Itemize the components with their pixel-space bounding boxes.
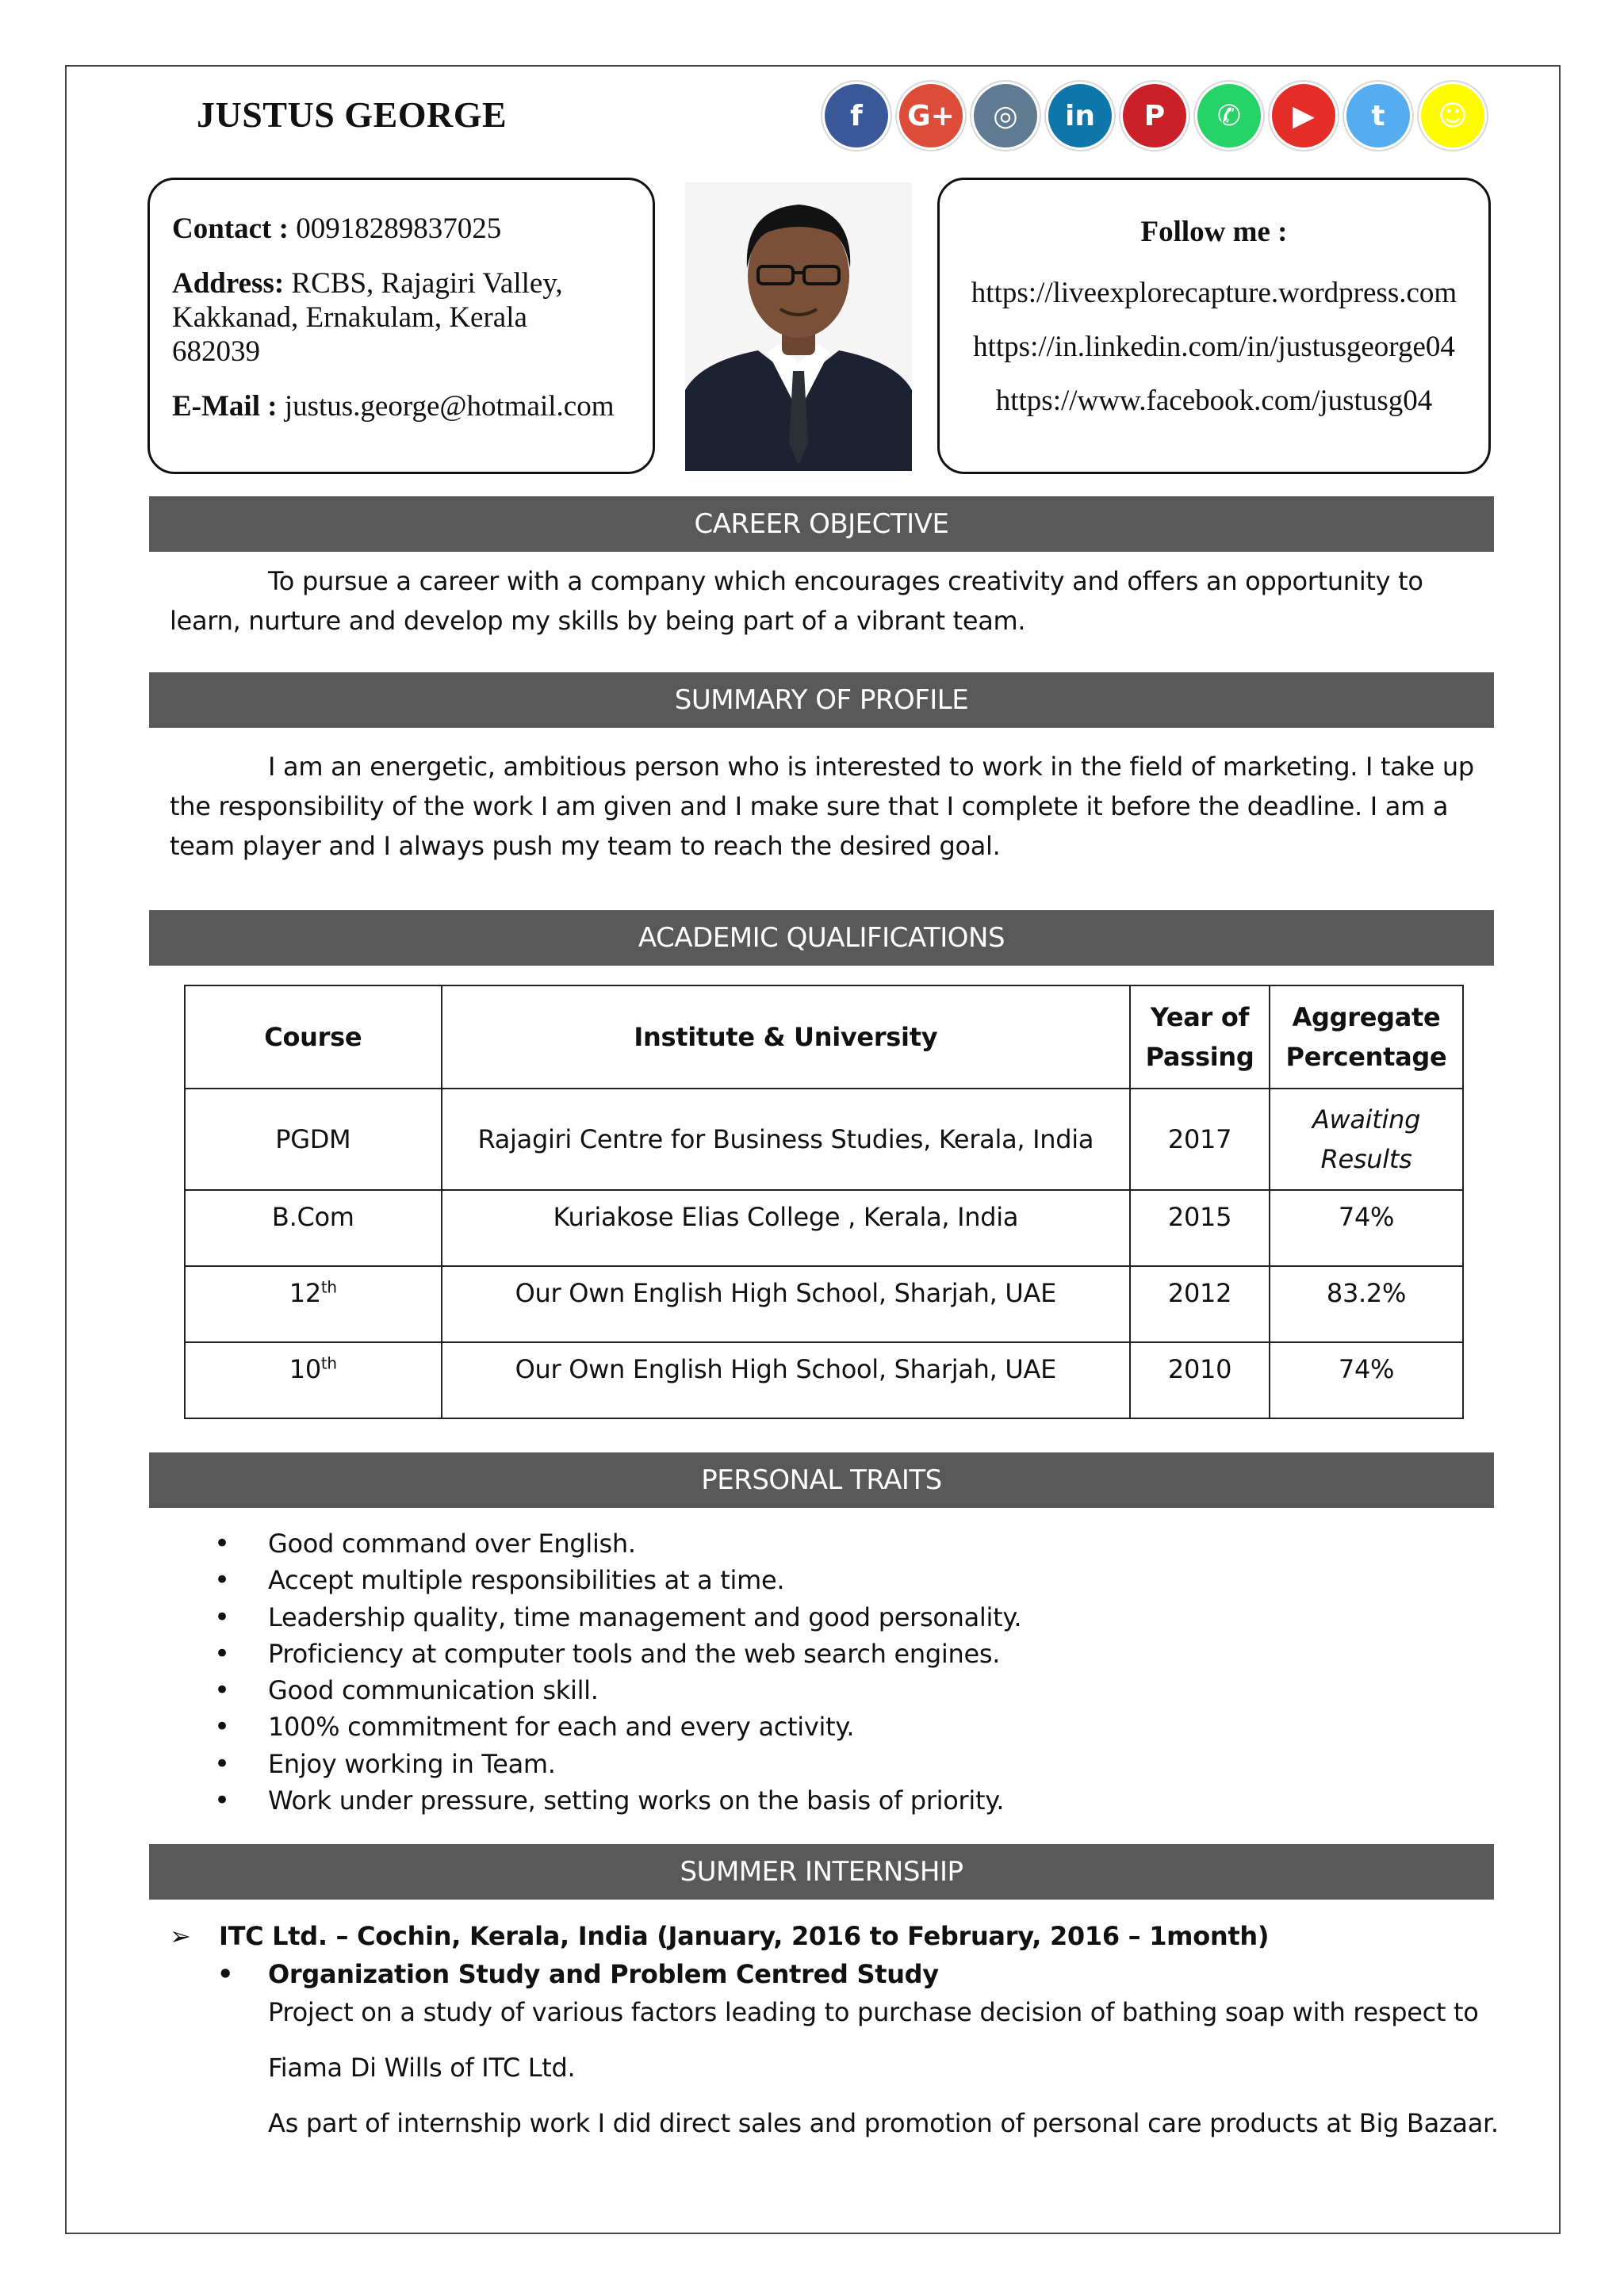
table-row xyxy=(185,1342,1463,1418)
google-plus-icon[interactable]: G+ xyxy=(899,84,963,147)
year-cell: 2010 xyxy=(1130,1342,1270,1418)
course-number: 10 xyxy=(289,1354,321,1384)
address-line-1: RCBS, Rajagiri Valley, xyxy=(291,267,563,300)
internship-heading: SUMMER INTERNSHIP xyxy=(149,1844,1494,1900)
header-aggregate xyxy=(1270,985,1463,1089)
course-cell xyxy=(185,1342,442,1418)
wordpress-link[interactable]: https://liveexplorecapture.wordpress.com xyxy=(971,277,1457,309)
social-icons-row xyxy=(825,84,1484,147)
twitter-icon[interactable]: t xyxy=(1346,84,1410,147)
aggregate-cell xyxy=(1270,1089,1463,1190)
year-cell: 2015 xyxy=(1130,1190,1270,1266)
list-item: • Work under pressure, setting works on the basis of priority. xyxy=(214,1782,1021,1819)
summary-text xyxy=(170,747,1486,866)
email-line xyxy=(172,389,630,423)
academic-table xyxy=(184,985,1464,1419)
institute-cell: Rajagiri Centre for Business Studies, Kerala, India xyxy=(442,1089,1131,1190)
course-cell: B.Com xyxy=(185,1190,442,1266)
internship-project-title: • Organization Study and Problem Centred Study xyxy=(170,1955,1502,1993)
follow-box xyxy=(937,178,1491,474)
career-objective-heading: CAREER OBJECTIVE xyxy=(149,496,1494,552)
table-row xyxy=(185,1089,1463,1190)
contact-phone: 00918289837025 xyxy=(296,212,502,245)
course-cell xyxy=(185,1266,442,1342)
contact-line xyxy=(172,212,630,246)
personal-traits-heading: PERSONAL TRAITS xyxy=(149,1452,1494,1508)
list-item: • Good command over English. xyxy=(214,1525,1021,1562)
instagram-icon[interactable]: ◎ xyxy=(974,84,1037,147)
header-institute: Institute & University xyxy=(442,985,1131,1089)
course-suffix: th xyxy=(320,1277,337,1297)
internship-section xyxy=(170,1917,1502,2142)
internship-sales-text: As part of internship work I did direct sales and promotion of personal care products at Big Bazaar. xyxy=(268,2108,1499,2138)
candidate-name: JUSTUS GEORGE xyxy=(197,94,508,135)
summary-heading: SUMMARY OF PROFILE xyxy=(149,672,1494,728)
institute-cell: Our Own English High School, Sharjah, UAE xyxy=(442,1266,1131,1342)
youtube-icon[interactable]: ▶ xyxy=(1272,84,1335,147)
course-number: 12 xyxy=(289,1278,321,1308)
contact-box xyxy=(147,178,655,474)
address-line xyxy=(172,266,630,369)
list-item: • 100% commitment for each and every activity. xyxy=(214,1709,1021,1745)
summary-body: I am an energetic, ambitious person who is interested to work in the field of marketing. I take up the responsibility of the work I am given and I make sure that I complete it before the deadline. I am a team player and I always push my team to reach the desired goal. xyxy=(170,752,1474,861)
header-agg-line1: Aggregate xyxy=(1292,1002,1441,1032)
internship-project-line2: Fiama Di Wills of ITC Ltd. xyxy=(268,2053,576,2083)
linkedin-icon[interactable]: in xyxy=(1048,84,1112,147)
course-suffix: th xyxy=(320,1353,337,1373)
internship-company-line xyxy=(170,1917,1502,1955)
profile-photo xyxy=(685,182,912,471)
header-year xyxy=(1130,985,1270,1089)
institute-cell: Kuriakose Elias College , Kerala, India xyxy=(442,1190,1131,1266)
email-label: E-Mail : xyxy=(172,390,278,423)
aggregate-cell: 83.2% xyxy=(1270,1266,1463,1342)
facebook-link[interactable]: https://www.facebook.com/justusg04 xyxy=(995,385,1433,417)
address-label: Address: xyxy=(172,267,285,300)
aggregate-cell: 74% xyxy=(1270,1190,1463,1266)
address-line-3: 682039 xyxy=(172,335,260,368)
list-item: • Good communication skill. xyxy=(214,1672,1021,1709)
linkedin-link[interactable]: https://in.linkedin.com/in/justusgeorge04 xyxy=(973,331,1455,363)
snapchat-icon[interactable]: ☺ xyxy=(1421,84,1484,147)
table-row xyxy=(185,1266,1463,1342)
contact-label: Contact : xyxy=(172,212,289,245)
aggregate-line2: Results xyxy=(1320,1144,1412,1174)
course-cell: PGDM xyxy=(185,1089,442,1190)
table-row xyxy=(185,1190,1463,1266)
whatsapp-icon[interactable]: ✆ xyxy=(1197,84,1261,147)
header-year-line2: Passing xyxy=(1145,1042,1254,1072)
list-item: • Leadership quality, time management and good personality. xyxy=(214,1599,1021,1636)
header-course: Course xyxy=(185,985,442,1089)
internship-project-line1: Project on a study of various factors leading to purchase decision of bathing soap with respect to xyxy=(268,1997,1479,2027)
list-item: • Proficiency at computer tools and the web search engines. xyxy=(214,1636,1021,1672)
career-objective-text xyxy=(170,561,1486,641)
arrow-bullet-icon: ➢ xyxy=(170,1921,191,1951)
year-cell: 2012 xyxy=(1130,1266,1270,1342)
career-objective-body: To pursue a career with a company which encourages creativity and offers an opportunity to learn, nurture and develop my skills by being part of a vibrant team. xyxy=(170,566,1423,636)
address-line-2: Kakkanad, Ernakulam, Kerala xyxy=(172,301,527,334)
internship-company: ITC Ltd. – Cochin, Kerala, India (January, 2016 to February, 2016 – 1month) xyxy=(219,1921,1270,1951)
list-item: • Enjoy working in Team. xyxy=(214,1746,1021,1782)
list-item: • Accept multiple responsibilities at a time. xyxy=(214,1562,1021,1598)
header-year-line1: Year of xyxy=(1150,1002,1250,1032)
institute-cell: Our Own English High School, Sharjah, UAE xyxy=(442,1342,1131,1418)
header-agg-line2: Percentage xyxy=(1285,1042,1447,1072)
profile-photo-illustration xyxy=(685,182,912,471)
table-header-row xyxy=(185,985,1463,1089)
academic-heading: ACADEMIC QUALIFICATIONS xyxy=(149,910,1494,966)
facebook-icon[interactable]: f xyxy=(825,84,888,147)
email-value[interactable]: justus.george@hotmail.com xyxy=(284,390,615,423)
personal-traits-list xyxy=(214,1525,1021,1819)
year-cell: 2017 xyxy=(1130,1089,1270,1190)
pinterest-icon[interactable]: P xyxy=(1123,84,1186,147)
aggregate-cell: 74% xyxy=(1270,1342,1463,1418)
follow-title: Follow me : xyxy=(1140,216,1288,248)
aggregate-line1: Awaiting xyxy=(1312,1104,1421,1135)
